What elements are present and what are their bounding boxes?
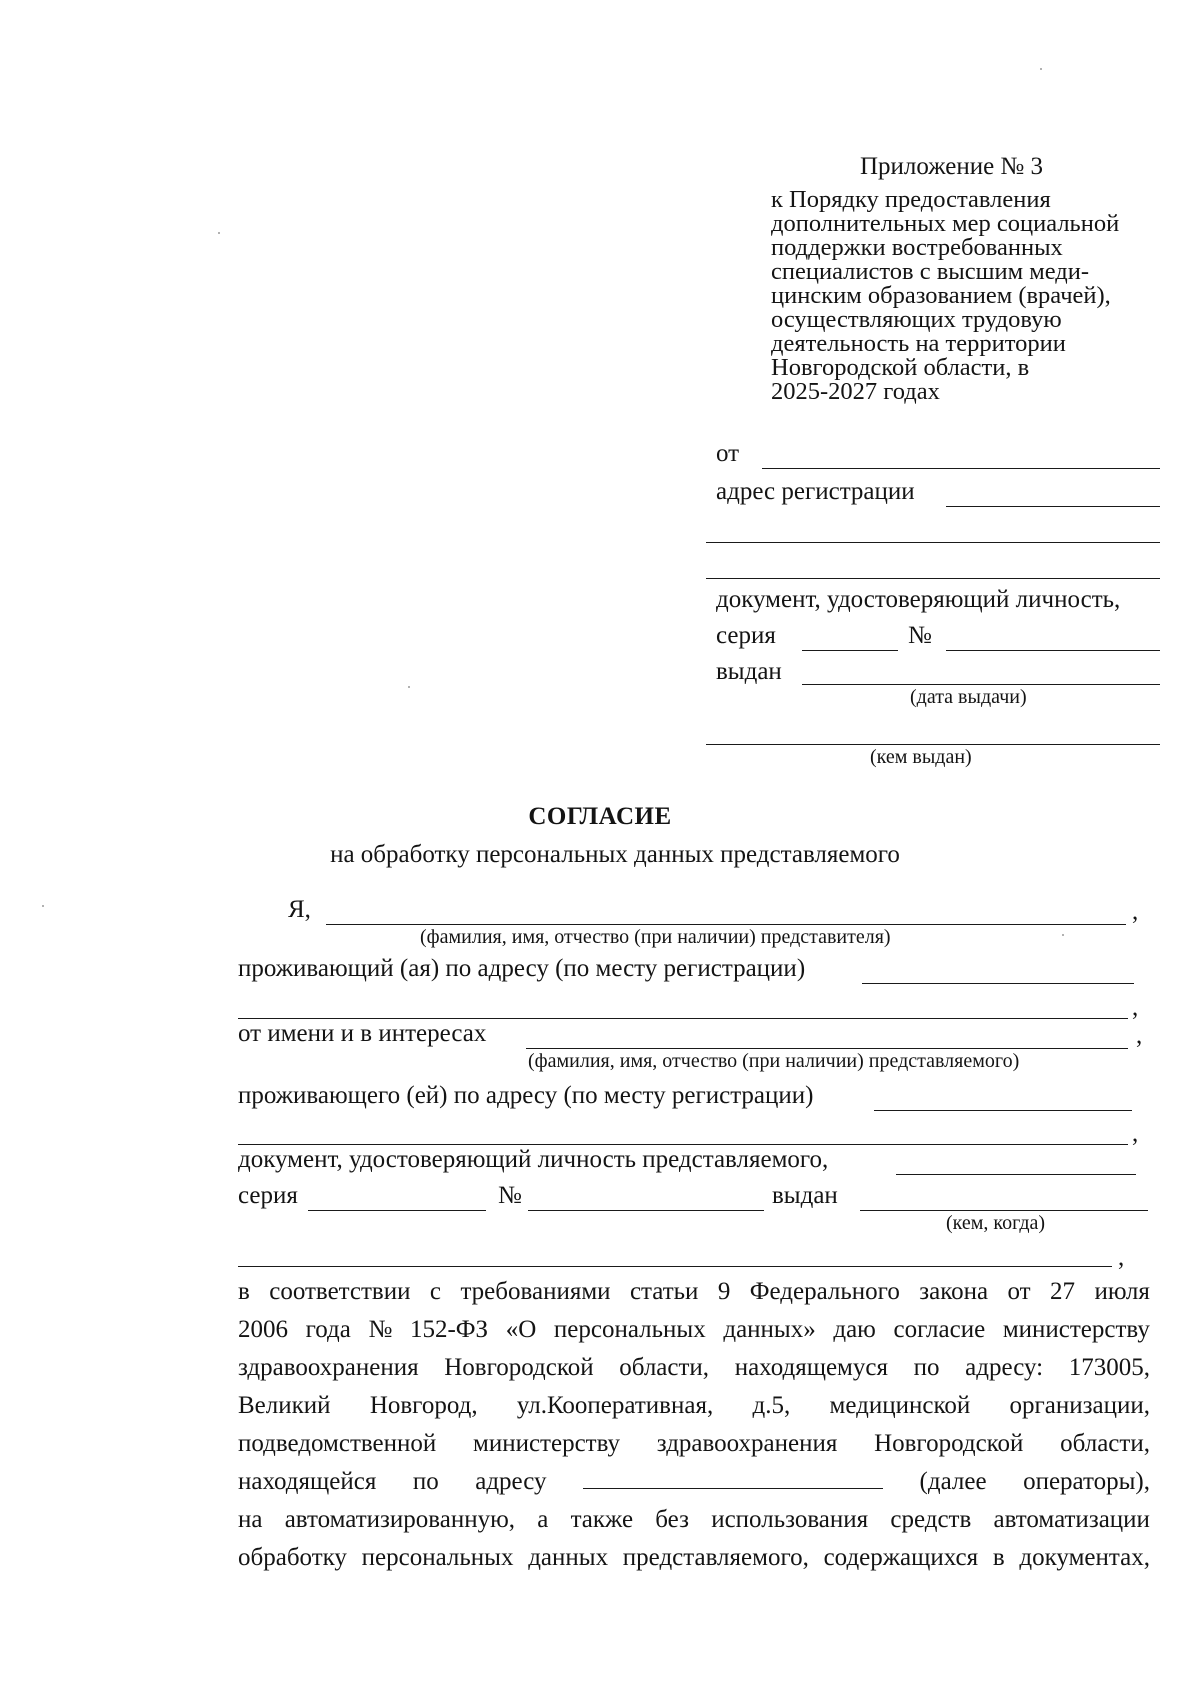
scan-speck	[1062, 934, 1064, 936]
ya-label: Я,	[288, 896, 311, 923]
comma: ,	[1132, 994, 1139, 1021]
id-doc-represented-label: документ, удостоверяющий личность представляемого,	[238, 1146, 829, 1173]
appendix-line: к Порядку предоставления	[771, 186, 1051, 213]
issued-by-when-hint: (кем, когда)	[946, 1212, 1046, 1234]
representative-name-field[interactable]	[326, 924, 1126, 925]
body-line: подведомственной министерству здравоохранения Новгородской области,	[238, 1430, 1150, 1457]
series-label: серия	[716, 622, 776, 649]
appendix-line: поддержки востребованных	[771, 234, 1063, 261]
comma: ,	[1132, 898, 1139, 925]
comma: ,	[1118, 1244, 1125, 1271]
represented-name-field[interactable]	[526, 1048, 1128, 1049]
body-line: в соответствии с требованиями статьи 9 Федерального закона от 27 июля	[238, 1278, 1150, 1305]
operator-address-field[interactable]	[583, 1468, 883, 1489]
body-line: обработку персональных данных представляемого, содержащихся в документах,	[238, 1544, 1150, 1571]
represented-address-field[interactable]	[874, 1110, 1132, 1111]
address-label: адрес регистрации	[716, 478, 915, 505]
comma: ,	[1132, 1120, 1139, 1147]
represented-issued-label: выдан	[772, 1182, 838, 1209]
living-represented-label: проживающего (ей) по адресу (по месту регистрации)	[238, 1082, 814, 1109]
living-rep-label: проживающий (ая) по адресу (по месту регистрации)	[238, 955, 806, 982]
body-line: здравоохранения Новгородской области, находящемуся по адресу: 173005,	[238, 1354, 1150, 1381]
appendix-line: осуществляющих трудовую	[771, 306, 1062, 333]
from-field[interactable]	[762, 468, 1160, 469]
represented-id-doc-field[interactable]	[896, 1174, 1136, 1175]
issued-label: выдан	[716, 658, 782, 685]
scan-speck	[42, 905, 44, 907]
appendix-line: Новгородской области, в	[771, 354, 1030, 381]
comma: ,	[1136, 1022, 1143, 1049]
issue-date-hint: (дата выдачи)	[910, 686, 1027, 708]
represented-number-field[interactable]	[528, 1210, 764, 1211]
body-line: Великий Новгород, ул.Кооперативная, д.5, медицинской организации,	[238, 1392, 1150, 1419]
document-title: СОГЛАСИЕ	[528, 803, 672, 830]
appendix-line: специалистов с высшим меди-	[771, 258, 1090, 285]
rep-address-field-line-2[interactable]	[238, 1018, 1128, 1019]
rep-address-field[interactable]	[862, 983, 1134, 984]
on-behalf-label: от имени и в интересах	[238, 1020, 487, 1047]
represented-series-field[interactable]	[308, 1210, 486, 1211]
represented-number-label: №	[498, 1182, 522, 1209]
body-line: 2006 года № 152-ФЗ «О персональных данных» даю согласие министерству	[238, 1316, 1150, 1343]
body-line: находящейся по адресу (далее операторы),	[238, 1468, 1150, 1495]
appendix-reference	[771, 188, 1171, 404]
address-field-line-2[interactable]	[706, 542, 1160, 543]
number-label: №	[908, 622, 932, 649]
issued-by-field[interactable]	[706, 744, 1160, 745]
issued-by-hint: (кем выдан)	[870, 746, 972, 768]
scan-speck	[218, 232, 220, 234]
scan-speck	[408, 686, 410, 688]
number-field[interactable]	[946, 650, 1160, 651]
document-subtitle: на обработку персональных данных представляемого	[330, 841, 900, 868]
appendix-line: деятельность на территории	[771, 330, 1066, 357]
representative-name-hint: (фамилия, имя, отчество (при наличии) представителя)	[420, 926, 891, 948]
appendix-line: цинским образованием (врачей),	[771, 282, 1111, 309]
represented-series-label: серия	[238, 1182, 298, 1209]
appendix-line: дополнительных мер социальной	[771, 210, 1120, 237]
represented-issued-field-line-2[interactable]	[238, 1266, 1112, 1267]
from-label: от	[716, 440, 740, 467]
address-field[interactable]	[946, 506, 1160, 507]
body-line: на автоматизированную, а также без использования средств автоматизации	[238, 1506, 1150, 1533]
series-field[interactable]	[802, 650, 898, 651]
scan-speck	[1040, 68, 1042, 70]
id-doc-label: документ, удостоверяющий личность,	[716, 586, 1121, 613]
represented-issued-field[interactable]	[860, 1210, 1148, 1211]
appendix-line: 2025-2027 годах	[771, 378, 940, 405]
issue-date-field[interactable]	[802, 684, 1160, 685]
represented-name-hint: (фамилия, имя, отчество (при наличии) представляемого)	[528, 1050, 1020, 1072]
address-field-line-3[interactable]	[706, 578, 1160, 579]
appendix-heading: Приложение № 3	[860, 153, 1044, 180]
represented-address-field-line-2[interactable]	[238, 1144, 1128, 1145]
